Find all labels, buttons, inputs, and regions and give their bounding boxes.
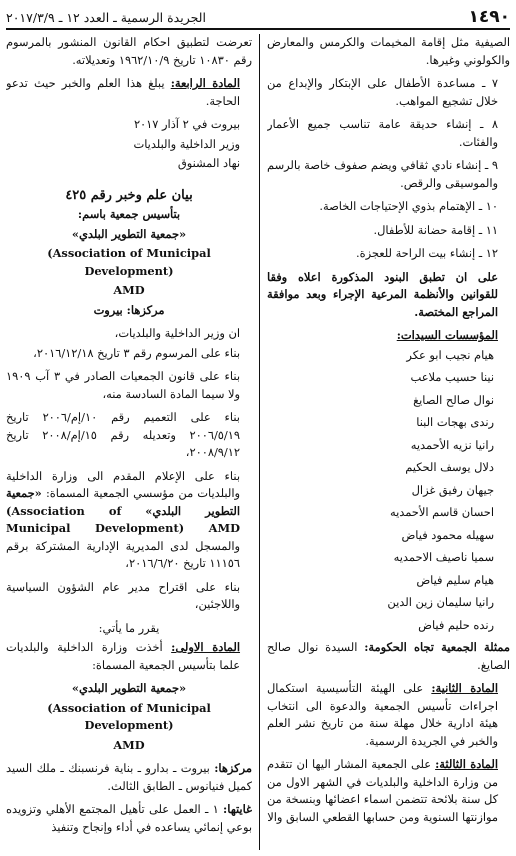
- recital: بناء على قانون الجمعيات الصادر في ٣ آب ١٩٠٩ ولا سيما المادة السادسة منه،: [6, 369, 240, 401]
- article-3: [267, 756, 510, 826]
- founder-name: سهيله محمود فياض: [401, 527, 494, 542]
- page-header: [6, 4, 510, 26]
- founder-name: رانيا سليمان زين الدين: [387, 595, 494, 609]
- notice-title: بيان علم وخبر رقم ٤٢٥: [65, 187, 193, 203]
- left-column: [6, 34, 252, 842]
- government-representative: [267, 639, 510, 674]
- founder-name: نوال صالح الصايغ: [413, 392, 494, 407]
- association-name-en: (Association of Municipal Development): [47, 246, 211, 278]
- recital: بناء على المرسوم رقم ٣ تاريخ ٢٠١٦/١٢/١٨،: [33, 345, 240, 360]
- recital: بناء على التعميم رقم ١٠/إم/٢٠٠٦ تاريخ ٢٠٠٦/٥/١٩ وتعديله رقم ١٥/إم/٢٠٠٨ تاريخ ٢٠٠٨/٩/١٢،: [6, 410, 240, 459]
- article-4: [6, 75, 252, 110]
- representative-label: ممثلة الجمعية تجاه الحكومة:: [364, 640, 510, 654]
- recital-notice-name-ar: «جمعية التطوير البلدي»: [6, 486, 240, 518]
- founder-name: جيهان رفيق غزال: [411, 482, 494, 497]
- article-3-text: على الجمعية المشار اليها ان تتقدم من وزارة الداخلية والبلديات في الشهر الاول من كل سنة بلائحة تتضمن اسماء اعضائها وبنسخة من موازنتها السنوية ومن حسابها القطعي السابق والا: [267, 757, 498, 824]
- right-column: [267, 34, 510, 832]
- goal-item: ٨ ـ إنشاء حديقة عامة تناسب جميع الأعمار والفئات.: [267, 117, 498, 149]
- founder-name: احسان قاسم الأحمديه: [389, 505, 494, 519]
- recital-notice-name-en: (Association of Municipal Development) AMD: [6, 503, 240, 535]
- article-3-label: المادة الثالثة:: [435, 757, 498, 771]
- goal-item: ١٠ ـ الإهتمام بذوي الإحتياجات الخاصة.: [319, 199, 498, 213]
- article-1-abbr: AMD: [113, 737, 145, 752]
- article-1: [6, 639, 252, 674]
- founder-name: رانيا نزيه الأحمديه: [410, 437, 494, 452]
- conditional-note: على ان تطبق البنود المذكورة اعلاه وفقا للقوانين والأنظمة المرعية الإجراء وبعد موافقة المراجع المختصة.: [267, 269, 498, 319]
- founders-list: [267, 347, 510, 635]
- decides-line: يقرر ما يأتي:: [98, 620, 160, 635]
- headquarters-text: بيروت ـ بدارو ـ بناية فرنسبنك ـ ملك السيد كميل فنيانوس ـ الطابق الثالث.: [6, 761, 252, 793]
- founder-name: رنده حليم فياض: [418, 617, 494, 632]
- association-goals: [6, 801, 252, 836]
- founder-name: نينا حسيب ملاعب: [410, 370, 494, 384]
- headquarters-address: [6, 760, 252, 795]
- association-abbr: AMD: [113, 283, 145, 297]
- recital-notice-text: بناء على الإعلام المقدم الى وزارة الداخلية والبلديات من مؤسسي الجمعية المسماة:: [6, 468, 240, 500]
- article-1-name-en: (Association of Municipal Development): [47, 700, 211, 732]
- header-rule: [6, 28, 510, 30]
- representative-text: السيدة نوال صالح الصايغ.: [267, 640, 510, 672]
- signature-name: نهاد المشنوق: [177, 156, 240, 170]
- association-name-ar: «جمعية التطوير البلدي»: [71, 226, 187, 241]
- goal-item: الصيفية مثل إقامة المخيمات والكرمس والمعارض والكولوني وغيرها.: [267, 35, 510, 67]
- column-separator: [259, 34, 260, 850]
- goal-item: ٧ ـ مساعدة الأطفال على الإبتكار والإبداع من خلال تشجيع المواهب.: [267, 76, 498, 108]
- signature-title: وزير الداخلية والبلديات: [133, 136, 240, 151]
- founder-name: هيام نجيب ابو عكر: [406, 347, 494, 362]
- goals-label: غايتها:: [223, 802, 252, 816]
- gazette-issue-title: الجريدة الرسمية ـ العدد ١٢ ـ ٢٠١٧/٣/٩: [6, 9, 206, 25]
- article-1-text: أخذت وزارة الداخلية والبلديات علما بتأسيس الجمعية المسماة:: [6, 640, 240, 672]
- article-4-text: يبلغ هذا العلم والخبر حيث تدعو الحاجة.: [6, 76, 240, 108]
- article-2-text: على الهيئة التأسيسية استكمال اجراءات تأسيس الجمعية والدعوة الى انتخاب هيئة ادارية خلال مهلة سنة من تاريخ نشر العلم والخبر في الجريدة الرسمية.: [267, 681, 498, 748]
- goals-text: ١ ـ العمل على تأهيل المجتمع الأهلي وتزويده بوعي إنمائي يساعده في أداء وإنجاح وتنفيذ: [6, 802, 252, 834]
- article-2: [267, 680, 510, 750]
- goal-item: ١٢ ـ إنشاء بيت الراحة للعجزة.: [355, 246, 498, 260]
- headquarters-line: مركزها: بيروت: [93, 302, 165, 317]
- signature-date: بيروت في ٢ آذار ٢٠١٧: [133, 117, 240, 131]
- founder-name: رندى بهجات البنا: [416, 415, 494, 429]
- page-number: ١٤٩٠: [468, 6, 510, 27]
- article-4-label: المادة الرابعة:: [170, 76, 240, 90]
- recital-notice: [6, 468, 252, 573]
- goal-item: ١١ ـ إقامة حضانة للأطفال.: [373, 222, 498, 237]
- founder-name: سميا ناصيف الاحمديه: [393, 550, 494, 564]
- founders-heading: المؤسسات السيدات:: [396, 328, 498, 342]
- article-2-label: المادة الثانية:: [431, 681, 498, 695]
- founder-name: دلال يوسف الحكيم: [405, 460, 494, 474]
- headquarters-label: مركزها:: [214, 761, 252, 775]
- founder-name: هيام سليم فياض: [416, 572, 494, 587]
- notice-subtitle: بتأسيس جمعية باسم:: [77, 207, 181, 221]
- recital-notice-registration: والمسجل لدى المديرية الإدارية المشتركة برقم ١١١٥٦ تاريخ ٢٠١٦/٦/٢٠،: [6, 538, 240, 570]
- intro-continuation: تعرضت لتطبيق احكام القانون المنشور بالمرسوم رقم ١٠٨٣٠ تاريخ ١٩٦٢/١٠/٩ وتعديلاته.: [6, 35, 252, 67]
- minister-line: ان وزير الداخلية والبلديات،: [114, 326, 240, 340]
- article-1-label: المادة الاولى:: [171, 640, 241, 654]
- article-1-name-ar: «جمعية التطوير البلدي»: [71, 681, 187, 695]
- goal-item: ٩ ـ إنشاء نادي ثقافي ويضم صفوف خاصة بالرسم والموسيقى والرقص.: [267, 158, 498, 190]
- recital-proposal: بناء على اقتراح مدير عام الشؤون السياسية واللاجئين،: [6, 579, 240, 611]
